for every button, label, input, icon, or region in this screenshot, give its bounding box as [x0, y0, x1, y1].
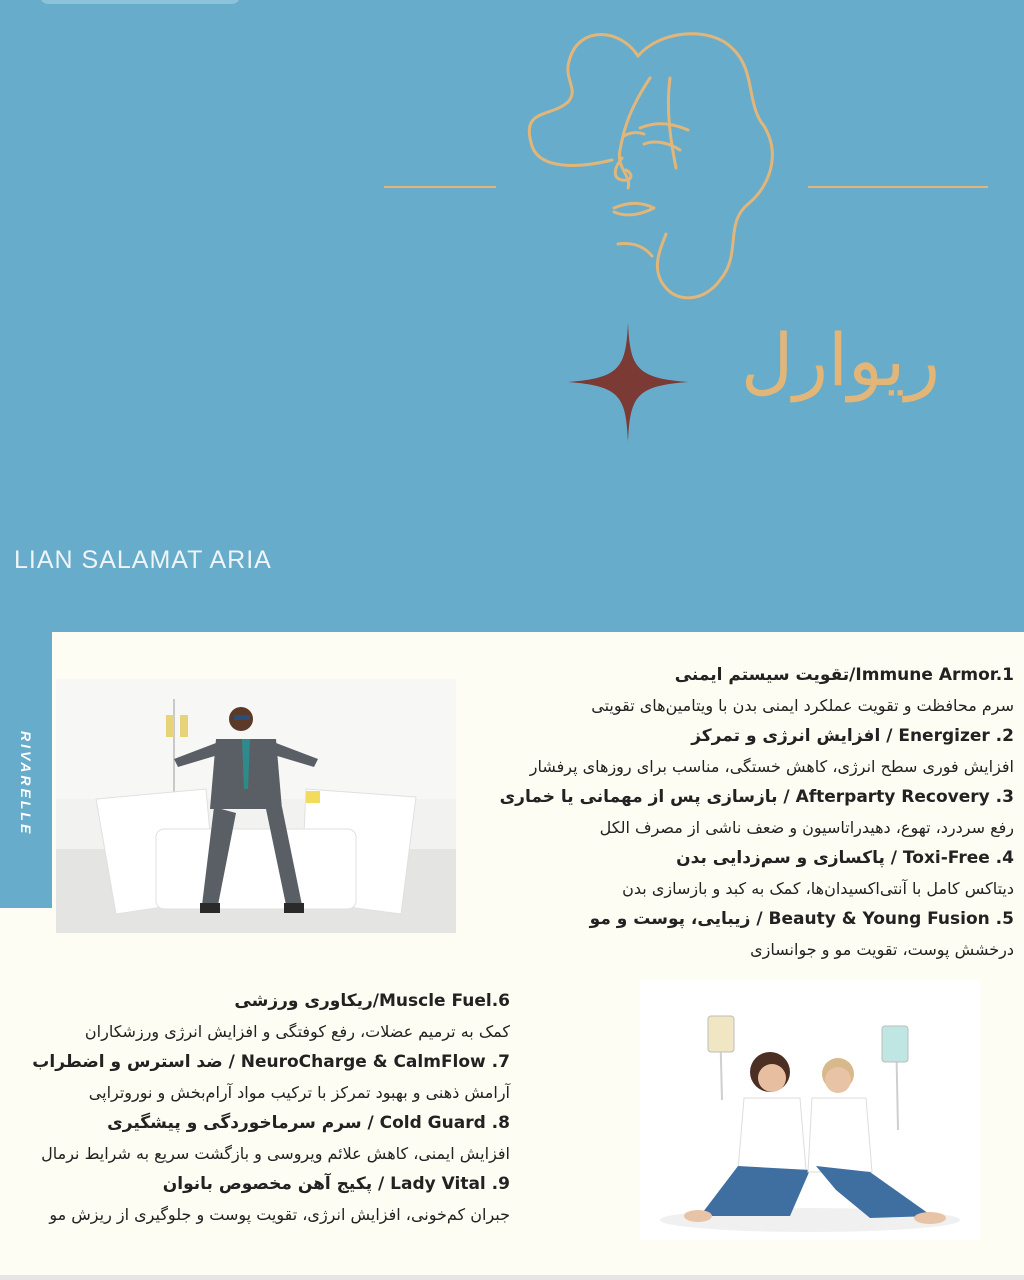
side-brand-label: RIVARELLE	[18, 731, 34, 837]
four-point-star-icon	[566, 320, 690, 444]
right-divider-line	[808, 186, 988, 188]
header-banner	[0, 0, 1024, 632]
service-title: 8. Cold Guard / سرم سرماخوردگی و پیشگیری	[107, 1113, 510, 1133]
service-item	[454, 782, 1014, 843]
service-description: درخشش پوست، تقویت مو و جوانسازی	[750, 940, 1014, 959]
brand-name: ریوارل	[740, 318, 940, 402]
man-on-sofa-photo	[56, 679, 456, 933]
services-list-2	[10, 986, 510, 1230]
service-description: دیتاکس کامل با آنتی‌اکسیدان‌ها، کمک به کبد و بازسازی بدن	[622, 879, 1014, 898]
service-item	[454, 904, 1014, 965]
face-line-art-icon	[520, 18, 780, 308]
service-title: 9. Lady Vital / پکیج آهن مخصوص بانوان	[162, 1174, 510, 1194]
service-description: جبران کم‌خونی، افزایش انرژی، تقویت پوست و جلوگیری از ریزش مو	[49, 1205, 510, 1224]
service-item	[10, 1169, 510, 1230]
services-list-1	[454, 660, 1014, 965]
service-title: 7. NeuroCharge & CalmFlow / ضد استرس و اضطراب	[32, 1052, 510, 1072]
service-description: سرم محافظت و تقویت عملکرد ایمنی بدن با ویتامین‌های تقویتی	[591, 696, 1014, 715]
service-title: 4. Toxi-Free / پاکسازی و سم‌زدایی بدن	[676, 848, 1014, 868]
service-item	[454, 721, 1014, 782]
service-item	[454, 843, 1014, 904]
service-title: 5. Beauty & Young Fusion / زیبایی، پوست و مو	[589, 909, 1014, 929]
bottom-divider	[0, 1275, 1024, 1280]
service-item	[454, 660, 1014, 721]
company-name: LIAN SALAMAT ARIA	[14, 546, 272, 574]
service-description: افزایش فوری سطح انرژی، کاهش خستگی، مناسب برای روزهای پرفشار	[529, 757, 1014, 776]
service-description: افزایش ایمنی، کاهش علائم ویروسی و بازگشت سریع به شرایط نرمال	[41, 1144, 510, 1163]
top-tab-decoration	[40, 0, 240, 4]
service-title: 3. Afterparty Recovery / بازسازی پس از مهمانی یا خماری	[499, 787, 1014, 807]
couple-iv-photo	[640, 980, 980, 1240]
service-description: آرامش ذهنی و بهبود تمرکز با ترکیب مواد آرام‌بخش و نوروتراپی	[88, 1083, 510, 1102]
service-title: Muscle Fuel.6/ریکاوری ورزشی	[234, 991, 510, 1011]
service-title: Immune Armor.1/تقویت سیستم ایمنی	[674, 665, 1014, 685]
service-item	[10, 1047, 510, 1108]
service-title: 2. Energizer / افزایش انرژی و تمرکز	[691, 726, 1014, 746]
left-divider-line	[384, 186, 496, 188]
service-description: رفع سردرد، تهوع، دهیدراتاسیون و ضعف ناشی از مصرف الکل	[599, 818, 1014, 837]
service-item	[10, 1108, 510, 1169]
service-description: کمک به ترمیم عضلات، رفع کوفتگی و افزایش انرژی ورزشکاران	[84, 1022, 510, 1041]
service-item	[10, 986, 510, 1047]
